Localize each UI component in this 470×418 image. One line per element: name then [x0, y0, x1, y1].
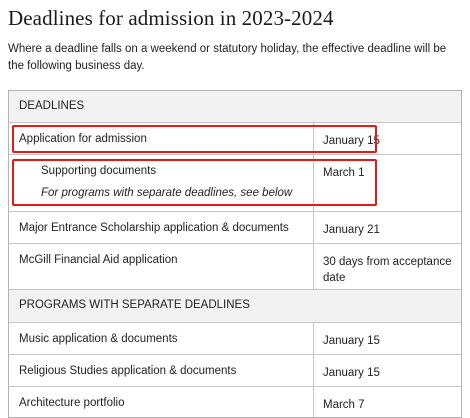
intro-text: Where a deadline falls on a weekend or statutory holiday, the effective deadline will be the following business day.	[8, 43, 447, 72]
row-label: Major Entrance Scholarship application & documents	[19, 222, 289, 234]
row-note: For programs with separate deadlines, see below	[41, 187, 293, 199]
row-label: McGill Financial Aid application	[19, 254, 178, 266]
section-header-programs	[9, 289, 461, 322]
table-row-scholarship	[9, 211, 461, 243]
table-row-supporting-documents	[9, 154, 461, 211]
row-label: Supporting documents	[41, 165, 157, 177]
table-row-religious-studies	[9, 354, 461, 386]
table-row-architecture	[9, 386, 461, 417]
table-row-music	[9, 322, 461, 354]
section-title-deadlines: DEADLINES	[19, 100, 85, 112]
row-label: Religious Studies application & documents	[19, 365, 237, 377]
row-label: Architecture portfolio	[19, 397, 125, 409]
row-date: March 7	[313, 387, 453, 417]
section-header-deadlines	[9, 91, 461, 122]
table-row-financial-aid	[9, 243, 461, 289]
row-label: Application for admission	[19, 133, 147, 145]
row-date: 30 days from acceptance date	[313, 244, 453, 289]
row-date: January 15	[313, 123, 453, 154]
section-title-programs: PROGRAMS WITH SEPARATE DEADLINES	[19, 299, 250, 311]
table-row-application	[9, 122, 461, 154]
deadlines-table	[8, 90, 462, 418]
row-date: January 15	[313, 323, 453, 354]
row-date: January 21	[313, 212, 453, 243]
row-label: Music application & documents	[19, 333, 178, 345]
page-title: Deadlines for admission in 2023-2024	[8, 6, 334, 30]
row-date: March 1	[313, 155, 453, 211]
row-date: January 15	[313, 355, 453, 386]
